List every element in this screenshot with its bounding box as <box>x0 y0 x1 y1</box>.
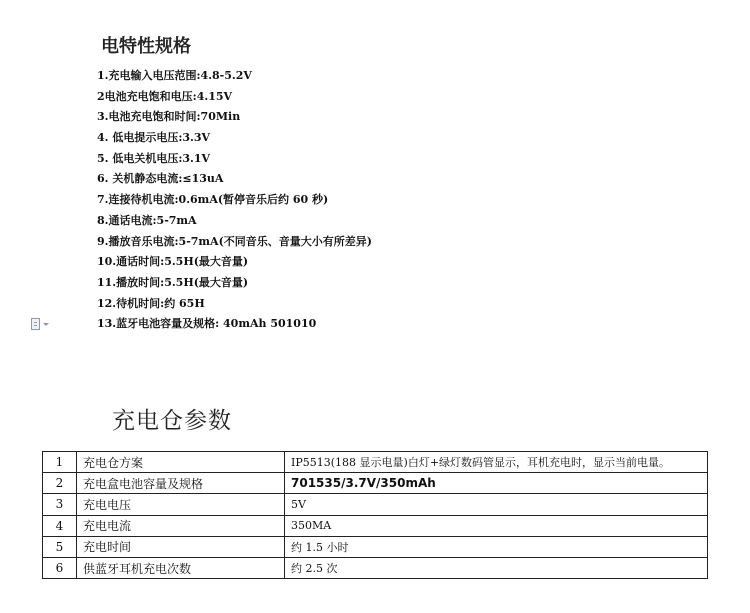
table-row <box>43 557 708 578</box>
row-index: 3 <box>43 494 77 515</box>
spec-item: 13.蓝牙电池容量及规格: 40mAh 501010 <box>97 317 317 331</box>
param-name: 充电仓方案 <box>77 452 285 473</box>
param-value: 5V <box>285 494 708 515</box>
table-row <box>43 515 708 536</box>
row-index: 5 <box>43 536 77 557</box>
param-value: IP5513(188 显示电量)白灯+绿灯数码管显示，耳机充电时，显示当前电量。 <box>285 452 708 473</box>
param-name: 充电电流 <box>77 515 285 536</box>
param-value: 约 1.5 小时 <box>285 536 708 557</box>
document-icon <box>31 318 40 330</box>
spec-item: 4. 低电提示电压:3.3V <box>97 131 211 145</box>
section-title-charging-case-params: 充电仓参数 <box>112 408 232 434</box>
spec-item: 12.待机时间:约 65H <box>97 296 205 310</box>
spec-item: 10.通话时间:5.5H(最大音量) <box>97 255 249 269</box>
spec-item: 9.播放音乐电流:5-7mA(不同音乐、音量大小有所差异) <box>97 234 372 248</box>
row-index: 2 <box>43 473 77 494</box>
row-index: 6 <box>43 557 77 578</box>
row-index: 4 <box>43 515 77 536</box>
spec-item: 7.连接待机电流:0.6mA(暂停音乐后约 60 秒) <box>97 193 329 207</box>
table-row <box>43 473 708 494</box>
spec-item: 6. 关机静态电流:≤13uA <box>97 172 224 186</box>
table-row <box>43 494 708 515</box>
spec-item: 2电池充电饱和电压:4.15V <box>97 89 233 103</box>
param-name: 充电电压 <box>77 494 285 515</box>
spec-item: 3.电池充电饱和时间:70Min <box>97 110 241 124</box>
param-name: 充电时间 <box>77 536 285 557</box>
section-title-electrical-specs: 电特性规格 <box>101 36 191 57</box>
param-name: 充电盒电池容量及规格 <box>77 473 285 494</box>
spec-item: 5. 低电关机电压:3.1V <box>97 151 211 165</box>
dropdown-arrow-icon <box>43 323 49 326</box>
electrical-spec-list <box>97 66 372 335</box>
spec-item: 1.充电输入电压范围:4.8-5.2V <box>97 69 252 82</box>
param-value: 701535/3.7V/350mAh <box>285 473 708 494</box>
charging-case-params-table <box>42 451 708 579</box>
param-value: 350MA <box>285 515 708 536</box>
param-name: 供蓝牙耳机充电次数 <box>77 557 285 578</box>
table-row <box>43 452 708 473</box>
row-index: 1 <box>43 452 77 473</box>
spec-item: 8.通话电流:5-7mA <box>97 213 197 227</box>
table-row <box>43 536 708 557</box>
param-value: 约 2.5 次 <box>285 557 708 578</box>
spec-item: 11.播放时间:5.5H(最大音量) <box>97 275 249 289</box>
paste-options-icon[interactable] <box>31 316 57 332</box>
